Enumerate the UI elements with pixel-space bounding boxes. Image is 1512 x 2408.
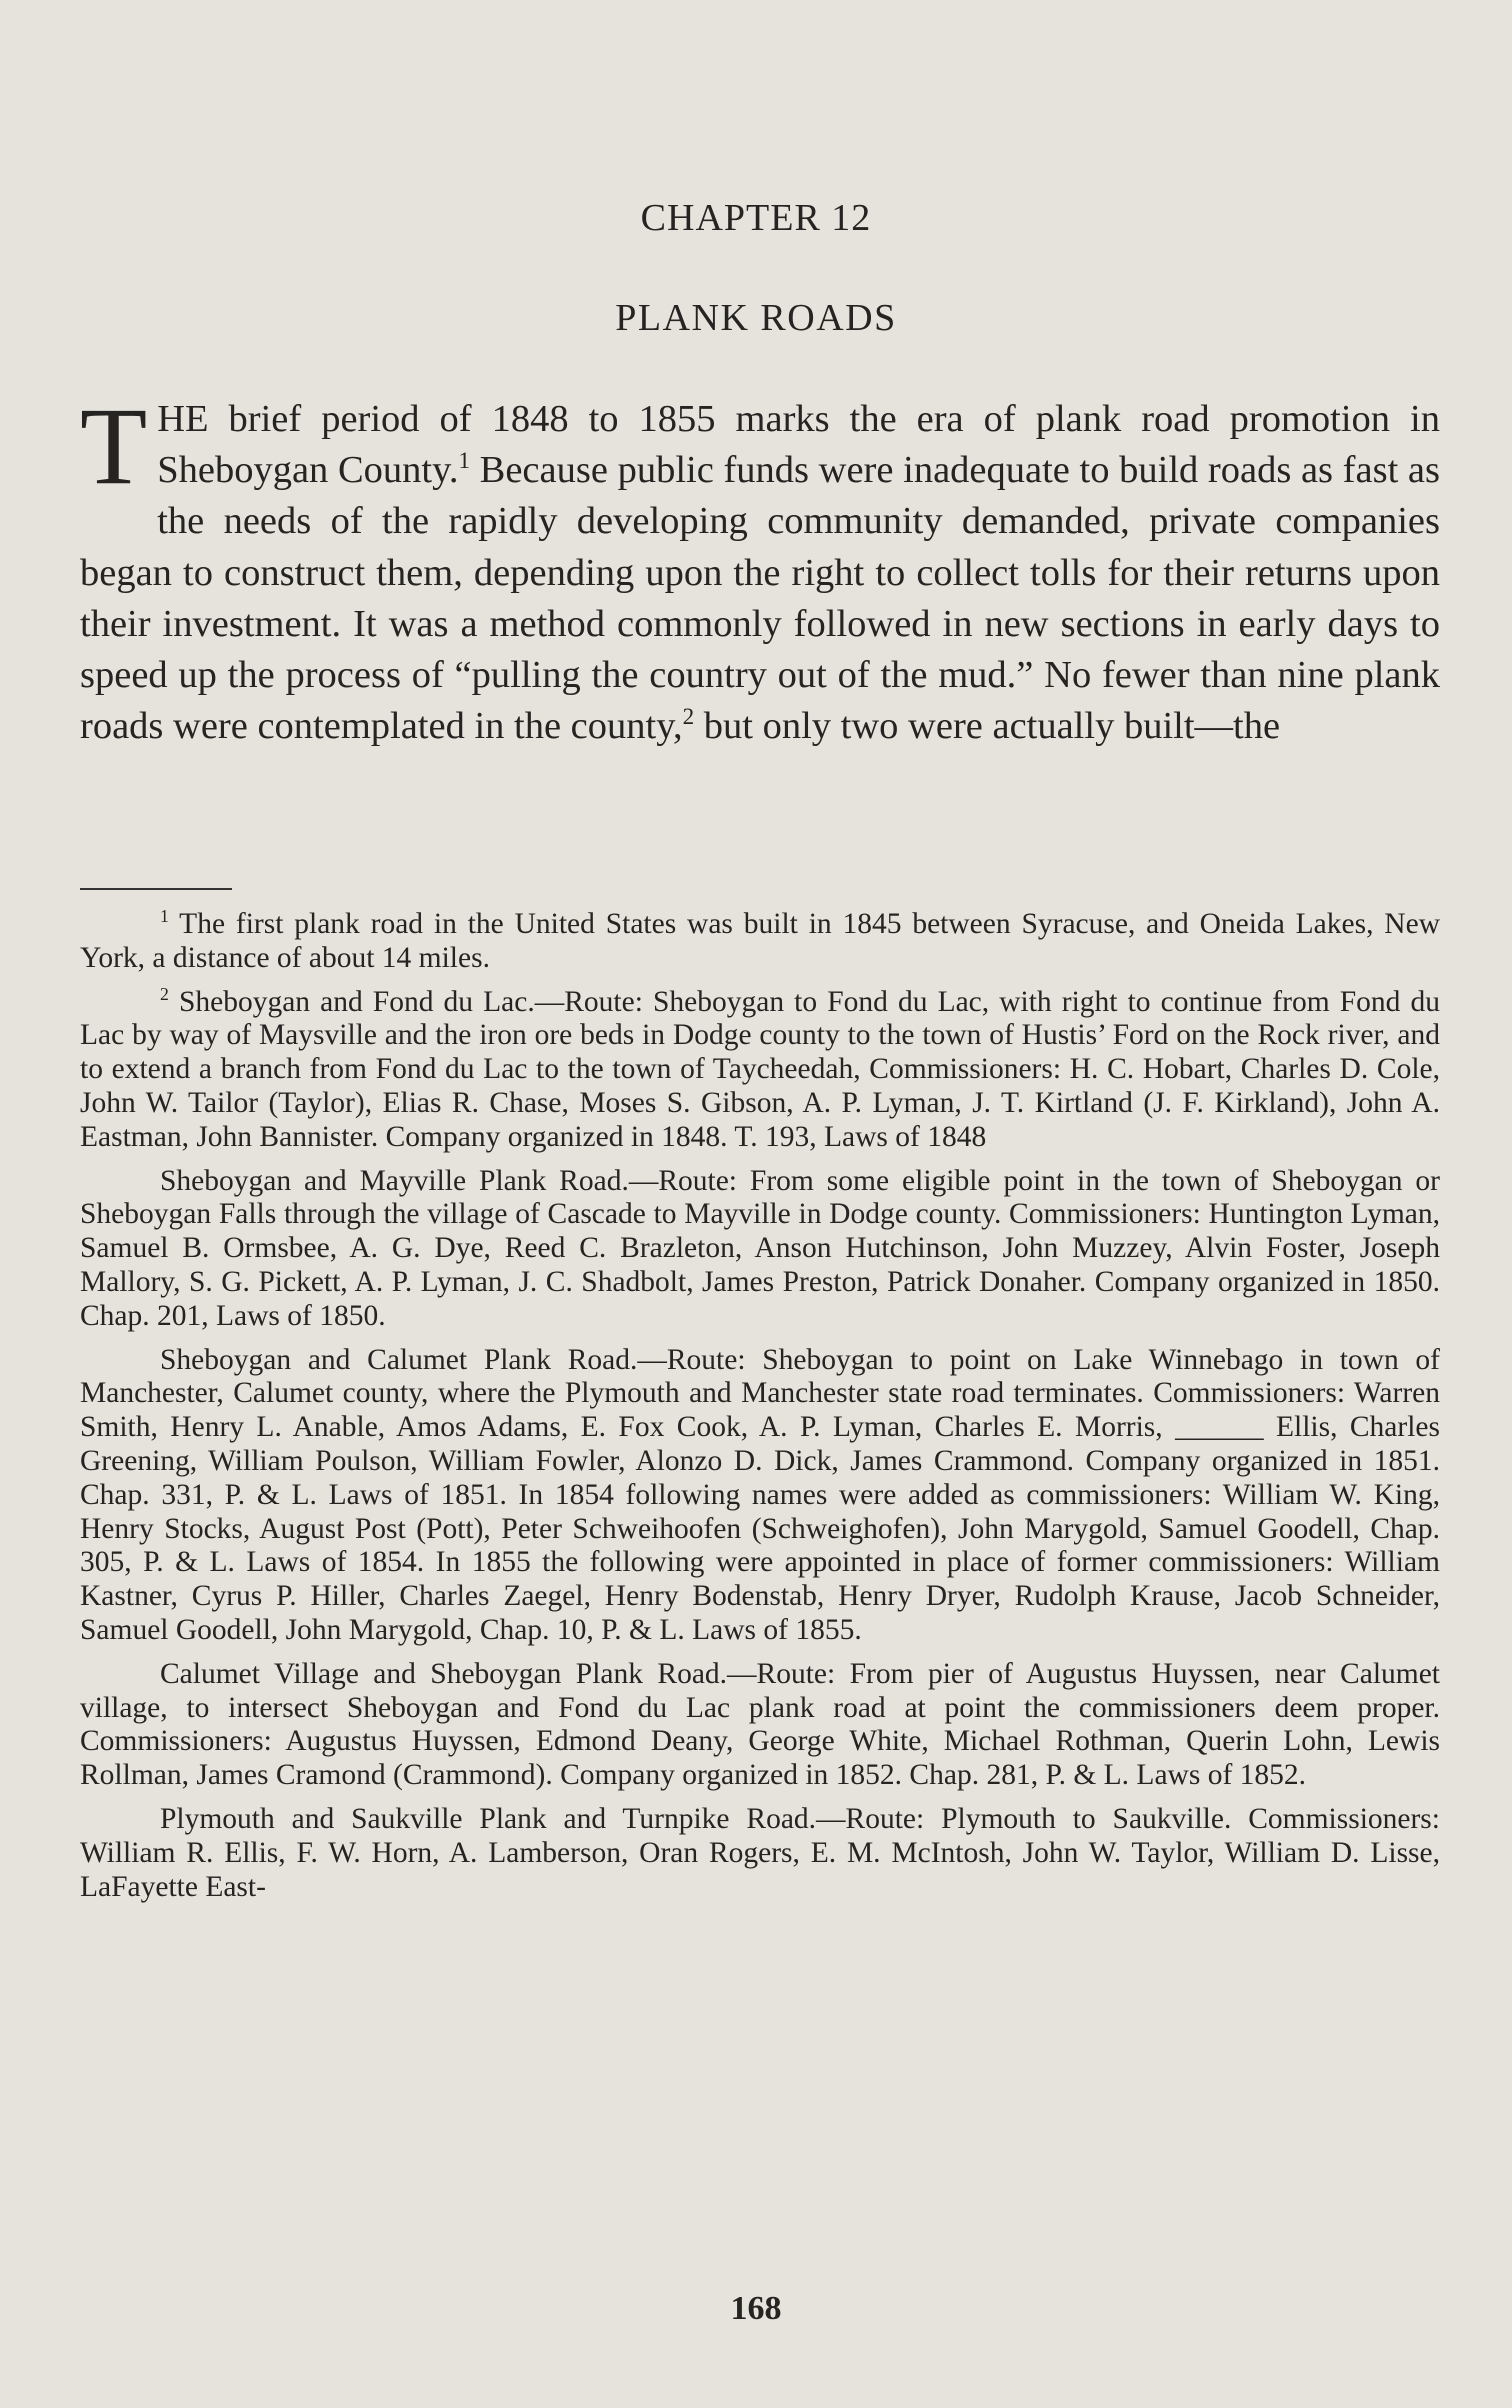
body-paragraph [80,385,1440,752]
page-number: 168 [730,2290,782,2327]
footnote-continuation [80,1165,1440,1334]
footnote-text: Sheboygan and Fond du Lac.—Route: Sheboygan to Fond du Lac, with right to continue from Fond du Lac by way of Maysville and the iron ore beds in Dodge county to the town of Hustis’ Ford on the Rock river, and to extend a branch from Fond du Lac to the town of Taycheedah, Commissioners: H. C. Hobart, Charles D. Cole, John W. Tailor (Taylor), Elias R. Chase, Moses S. Gibson, A. P. Lyman, J. T. Kirtland (J. F. Kirkland), John A. Eastman, John Bannister. Company organized in 1848. T. 193, Laws of 1848 [80,985,1440,1153]
footnote-text: Calumet Village and Sheboygan Plank Road.—Route: From pier of Augustus Huyssen, near Calumet village, to intersect Sheboygan and Fond du Lac plank road at point the commissioners deem proper. Commissioners: Augustus Huyssen, Edmond Deany, George White, Michael Rothman, Querin Lohn, Lewis Rollman, James Cramond (Crammond). Company organized in 1852. Chap. 281, P. & L. Laws of 1852. [80,1657,1440,1792]
footnote-text: Sheboygan and Calumet Plank Road.—Route: Sheboygan to point on Lake Winnebago in town of Manchester, Calumet county, where the Plymouth and Manchester state road terminates. Commissioners: Warren Smith, Henry L. Anable, Amos Adams, E. Fox Cook, A. P. Lyman, Charles E. Morris, ______ Ellis, Charles Greening, William Poulson, William Fowler, Alonzo D. Dick, James Crammond. Company organized in 1851. Chap. 331, P. & L. Laws of 1851. In 1854 following names were added as commissioners: William W. King, Henry Stocks, August Post (Pott), Peter Schweihoofen (Schweighofen), John Marygold, Samuel Goodell, Chap. 305, P. & L. Laws of 1854. In 1855 the following were appointed in place of former commissioners: William Kastner, Cyrus P. Hiller, Charles Zaegel, Henry Bodenstab, Henry Dryer, Rudolph Krause, Jacob Schneider, Samuel Goodell, John Marygold, Chap. 10, P. & L. Laws of 1855. [80,1343,1440,1646]
chapter-title: PLANK ROADS [615,297,897,339]
body-text-3: but only two were actually built—the [694,705,1281,748]
footnote-divider [80,888,232,890]
footnote-continuation [80,1803,1440,1904]
footnote-text: Sheboygan and Mayville Plank Road.—Route: From some eligible point in the town of Sheboygan or Sheboygan Falls through the village of Cascade to Mayville in Dodge county. Commissioners: Huntington Lyman, Samuel B. Ormsbee, A. G. Dye, Reed C. Brazleton, Anson Hutchinson, John Muzzey, Alvin Foster, Joseph Mallory, S. G. Pickett, A. P. Lyman, J. C. Shadbolt, James Preston, Patrick Donaher. Company organized in 1850. Chap. 201, Laws of 1850. [80,1164,1440,1332]
body-text-1: brief period of 1848 to 1855 marks the era of plank road promotion in Sheboygan County. [157,398,1440,492]
footnote-text: Plymouth and Saukville Plank and Turnpike Road.—Route: Plymouth to Saukville. Commissioners: William R. Ellis, F. W. Horn, A. Lamberson, Oran Rogers, E. M. McIntosh, John W. Taylor, William D. Lisse, LaFayette East- [80,1802,1440,1903]
footnote-continuation [80,1658,1440,1793]
footnote [80,983,1440,1155]
body-text-2: Because public funds were inadequate to build roads as fast as the needs of the rapidly developing community demanded, private companies began to construct them, depending upon the right to collect tolls for their returns upon their investment. It was a method commonly followed in new sections in early days to speed up the process of “pulling the country out of the mud.” No fewer than nine plank roads were contemplated in the county, [80,449,1440,748]
drop-cap: T [80,385,148,507]
chapter-label: CHAPTER 12 [640,197,872,239]
footnote-continuation [80,1344,1440,1648]
footnotes [80,908,1440,1914]
footnote-text: The first plank road in the United States was built in 1845 between Syracuse, and Oneida Lakes, New York, a distance of about 14 miles. [80,908,1441,974]
footnote [80,908,1440,976]
footnote-mark: 1 [160,906,169,927]
footnote-ref-1: 1 [458,447,470,474]
footnote-ref-2: 2 [682,703,695,730]
lead-word: HE [157,398,209,440]
footnote-mark: 2 [160,983,169,1004]
